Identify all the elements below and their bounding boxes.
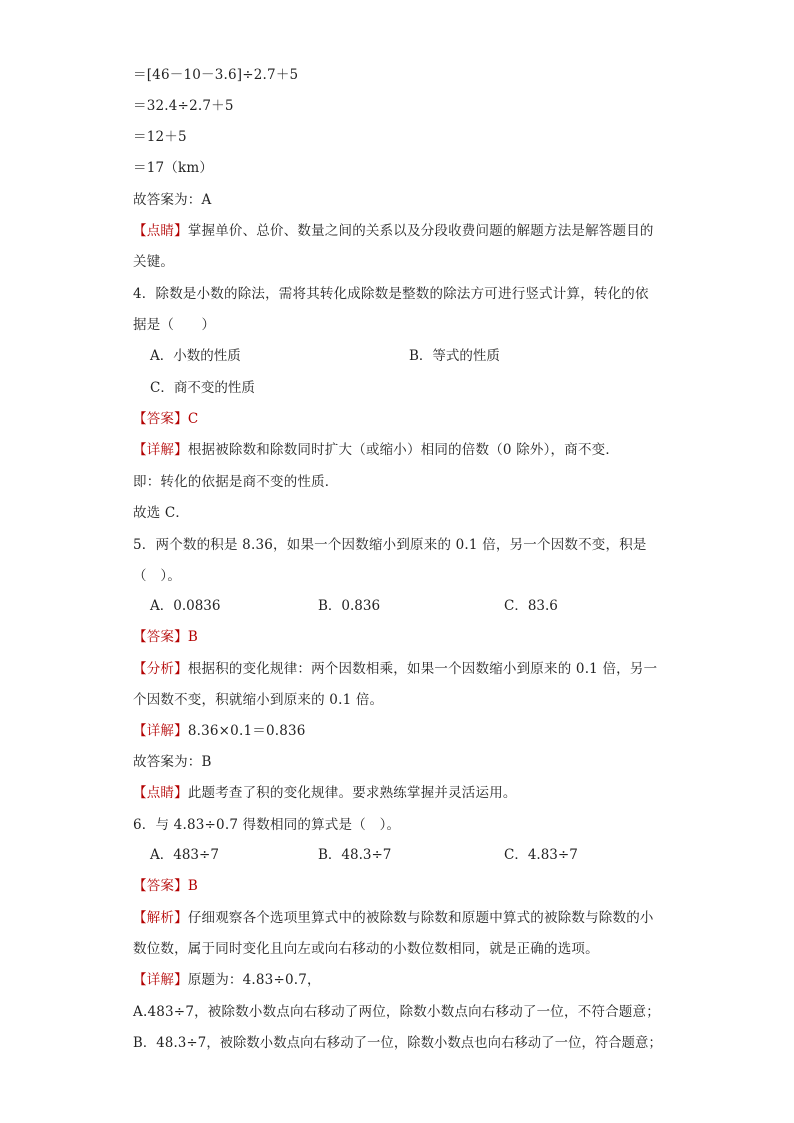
q6-explain-2: 数位数，属于同时变化且向左或向右移动的小数位数相同，就是正确的选项。 — [133, 941, 599, 957]
q4-detail-2: 即：转化的依据是商不变的性质． — [133, 474, 339, 490]
answer-value: B — [187, 629, 198, 645]
q4-option-c: C．商不变的性质 — [150, 380, 255, 396]
q4-choose: 故选 C． — [133, 505, 190, 521]
q6-answer — [133, 876, 198, 896]
q6-option-b: B．48.3÷7 — [318, 847, 392, 863]
answer-value: B — [187, 878, 198, 894]
question-5-line-1: 5．两个数的积是 8.36，如果一个因数缩小到原来的 0.1 倍，另一个因数不变，积是 — [133, 537, 647, 553]
answer-tag: 【答案】 — [133, 629, 188, 645]
detail-text: 原题为：4.83÷0.7， — [187, 972, 321, 988]
calc-step-2: ＝32.4÷2.7＋5 — [133, 98, 234, 114]
q6-option-b-explain: B．48.3÷7，被除数小数点向右移动了一位，除数小数点也向右移动了一位，符合题意； — [133, 1035, 662, 1051]
q4-option-a: A．小数的性质 — [150, 348, 241, 364]
question-4-line-1: 4．除数是小数的除法，需将其转化成除数是整数的除法方可进行竖式计算，转化的依 — [133, 286, 649, 302]
point-line-2: 关键。 — [133, 254, 175, 270]
q4-option-b: B．等式的性质 — [409, 348, 500, 364]
q5-point — [133, 783, 517, 803]
q6-option-c: C．4.83÷7 — [504, 847, 578, 863]
detail-tag: 【详解】 — [133, 723, 188, 739]
explain-tag: 【解析】 — [133, 910, 188, 926]
q5-answer — [133, 627, 198, 647]
q6-option-a-explain: A.483÷7，被除数小数点向右移动了两位，除数小数点向右移动了一位，不符合题意； — [133, 1004, 660, 1020]
q5-option-c: C．83.6 — [504, 598, 558, 614]
calc-step-4: ＝17（km） — [133, 160, 214, 176]
point-text: 掌握单价、总价、数量之间的关系以及分段收费问题的解题方法是解答题目的 — [187, 223, 654, 239]
question-5-line-2: （ ）。 — [133, 568, 182, 584]
answer-value: C — [187, 411, 199, 427]
point-line — [133, 221, 654, 241]
q5-option-b: B．0.836 — [318, 598, 381, 614]
question-4-line-2: 据是（ ） — [133, 317, 216, 333]
q5-analysis-2: 个因数不变，积就缩小到原来的 0.1 倍。 — [133, 692, 384, 708]
q5-analysis — [133, 659, 657, 679]
detail-text: 根据被除数和除数同时扩大（或缩小）相同的倍数（0 除外），商不变． — [187, 442, 620, 458]
explain-text: 仔细观察各个选项里算式中的被除数与除数和原题中算式的被除数与除数的小 — [187, 910, 654, 926]
q5-option-a: A．0.0836 — [150, 598, 221, 614]
calc-step-1: ＝[46－10－3.6]÷2.7＋5 — [133, 67, 299, 83]
analysis-tag: 【分析】 — [133, 661, 188, 677]
detail-tag: 【详解】 — [133, 442, 188, 458]
q6-detail — [133, 970, 321, 990]
q5-detail — [133, 721, 306, 741]
point-text: 此题考查了积的变化规律。要求熟练掌握并灵活运用。 — [187, 785, 517, 801]
q4-answer — [133, 409, 198, 429]
point-tag: 【点睛】 — [133, 223, 188, 239]
q6-option-a: A．483÷7 — [150, 847, 219, 863]
analysis-text: 根据积的变化规律：两个因数相乘，如果一个因数缩小到原来的 0.1 倍，另一 — [187, 661, 658, 677]
detail-tag: 【详解】 — [133, 972, 188, 988]
answer-tag: 【答案】 — [133, 878, 188, 894]
calc-step-3: ＝12＋5 — [133, 129, 187, 145]
answer-tag: 【答案】 — [133, 411, 188, 427]
q6-explain — [133, 908, 654, 928]
point-tag: 【点睛】 — [133, 785, 188, 801]
answer-line: 故答案为：A — [133, 192, 212, 208]
q5-final: 故答案为：B — [133, 754, 212, 770]
q4-detail — [133, 440, 619, 460]
detail-text: 8.36×0.1＝0.836 — [187, 723, 306, 739]
question-6-line-1: 6．与 4.83÷0.7 得数相同的算式是（ ）。 — [133, 817, 401, 833]
